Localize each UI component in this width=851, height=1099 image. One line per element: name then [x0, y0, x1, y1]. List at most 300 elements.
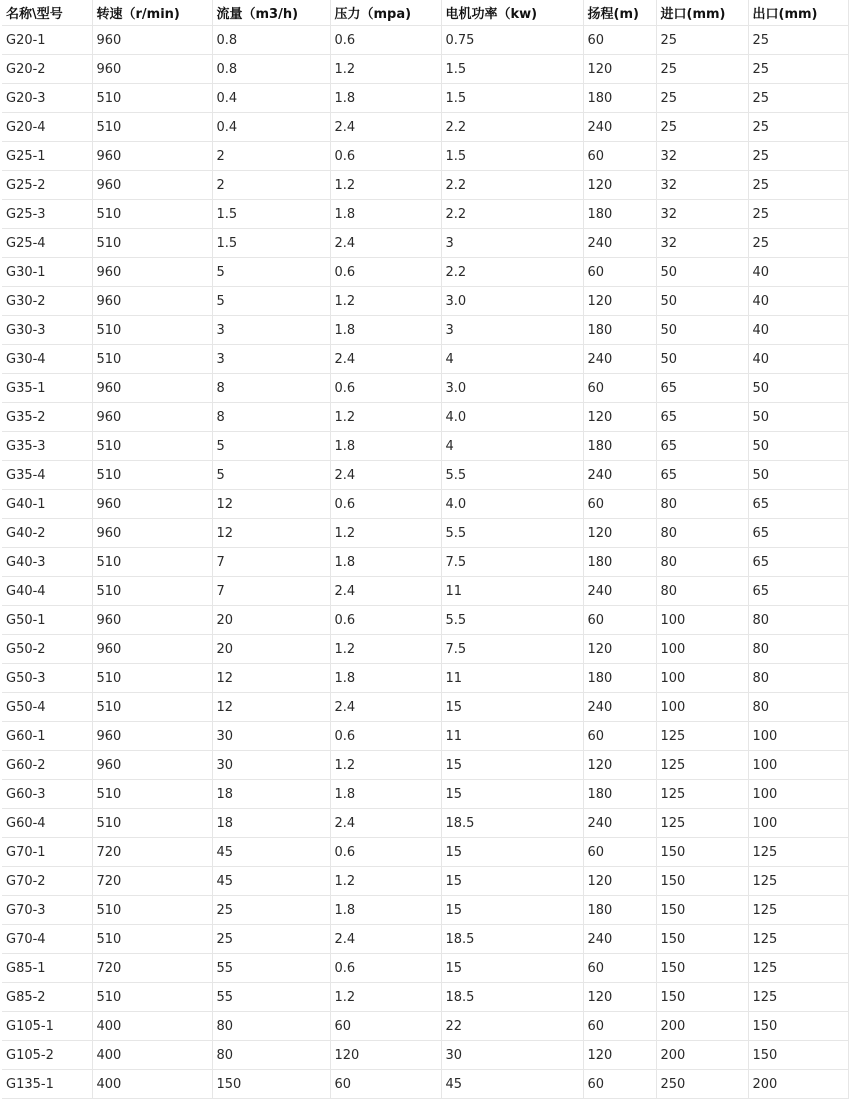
cell-model: G70-4	[2, 925, 92, 954]
cell-flow: 45	[212, 838, 330, 867]
cell-model: G60-3	[2, 780, 92, 809]
table-row	[2, 1012, 848, 1041]
cell-outlet: 125	[748, 925, 848, 954]
cell-motor-power: 3.0	[441, 287, 583, 316]
cell-flow: 150	[212, 1070, 330, 1099]
table-row	[2, 635, 848, 664]
cell-speed: 960	[92, 287, 212, 316]
cell-speed: 960	[92, 374, 212, 403]
cell-inlet: 80	[656, 519, 748, 548]
cell-speed: 510	[92, 345, 212, 374]
cell-motor-power: 18.5	[441, 809, 583, 838]
cell-inlet: 100	[656, 606, 748, 635]
cell-speed: 960	[92, 142, 212, 171]
cell-outlet: 25	[748, 229, 848, 258]
cell-head: 60	[583, 606, 656, 635]
cell-model: G20-2	[2, 55, 92, 84]
table-row	[2, 55, 848, 84]
cell-flow: 12	[212, 664, 330, 693]
cell-head: 60	[583, 142, 656, 171]
cell-model: G20-3	[2, 84, 92, 113]
cell-model: G85-1	[2, 954, 92, 983]
cell-inlet: 32	[656, 229, 748, 258]
cell-outlet: 25	[748, 200, 848, 229]
cell-speed: 960	[92, 635, 212, 664]
cell-inlet: 80	[656, 490, 748, 519]
cell-outlet: 125	[748, 983, 848, 1012]
cell-flow: 8	[212, 374, 330, 403]
cell-pressure: 1.2	[330, 171, 441, 200]
cell-head: 60	[583, 838, 656, 867]
header-flow: 流量（m3/h)	[212, 0, 330, 26]
cell-outlet: 25	[748, 55, 848, 84]
cell-pressure: 2.4	[330, 577, 441, 606]
cell-model: G35-3	[2, 432, 92, 461]
cell-motor-power: 5.5	[441, 606, 583, 635]
cell-motor-power: 18.5	[441, 983, 583, 1012]
cell-pressure: 1.8	[330, 84, 441, 113]
table-row	[2, 1070, 848, 1099]
cell-outlet: 100	[748, 722, 848, 751]
cell-flow: 7	[212, 548, 330, 577]
table-row	[2, 229, 848, 258]
cell-flow: 18	[212, 809, 330, 838]
cell-motor-power: 0.75	[441, 26, 583, 55]
cell-pressure: 120	[330, 1041, 441, 1070]
cell-pressure: 2.4	[330, 809, 441, 838]
cell-inlet: 125	[656, 751, 748, 780]
cell-pressure: 0.6	[330, 838, 441, 867]
cell-pressure: 2.4	[330, 925, 441, 954]
cell-model: G70-1	[2, 838, 92, 867]
cell-head: 120	[583, 403, 656, 432]
cell-speed: 960	[92, 490, 212, 519]
cell-outlet: 150	[748, 1041, 848, 1070]
cell-head: 180	[583, 200, 656, 229]
table-row	[2, 287, 848, 316]
cell-model: G20-1	[2, 26, 92, 55]
cell-pressure: 0.6	[330, 26, 441, 55]
cell-speed: 960	[92, 171, 212, 200]
header-inlet: 进口(mm)	[656, 0, 748, 26]
table-row	[2, 664, 848, 693]
table-row	[2, 722, 848, 751]
cell-speed: 720	[92, 954, 212, 983]
cell-outlet: 50	[748, 461, 848, 490]
cell-motor-power: 4.0	[441, 490, 583, 519]
cell-outlet: 125	[748, 954, 848, 983]
cell-head: 240	[583, 229, 656, 258]
cell-model: G60-1	[2, 722, 92, 751]
cell-model: G30-2	[2, 287, 92, 316]
cell-motor-power: 1.5	[441, 84, 583, 113]
cell-model: G35-1	[2, 374, 92, 403]
table-row	[2, 26, 848, 55]
cell-speed: 400	[92, 1041, 212, 1070]
cell-motor-power: 7.5	[441, 635, 583, 664]
cell-outlet: 40	[748, 316, 848, 345]
header-speed: 转速（r/min)	[92, 0, 212, 26]
cell-motor-power: 15	[441, 693, 583, 722]
cell-head: 60	[583, 1012, 656, 1041]
cell-speed: 510	[92, 780, 212, 809]
cell-outlet: 100	[748, 780, 848, 809]
cell-head: 180	[583, 432, 656, 461]
cell-outlet: 65	[748, 519, 848, 548]
cell-model: G70-2	[2, 867, 92, 896]
cell-head: 120	[583, 519, 656, 548]
cell-inlet: 150	[656, 838, 748, 867]
cell-pressure: 0.6	[330, 142, 441, 171]
cell-inlet: 125	[656, 809, 748, 838]
cell-inlet: 50	[656, 258, 748, 287]
cell-flow: 80	[212, 1041, 330, 1070]
cell-pressure: 60	[330, 1070, 441, 1099]
cell-speed: 510	[92, 809, 212, 838]
table-row	[2, 954, 848, 983]
cell-speed: 960	[92, 751, 212, 780]
cell-flow: 20	[212, 635, 330, 664]
cell-pressure: 0.6	[330, 606, 441, 635]
header-outlet: 出口(mm)	[748, 0, 848, 26]
cell-head: 240	[583, 925, 656, 954]
pump-spec-table	[2, 0, 849, 1099]
cell-flow: 7	[212, 577, 330, 606]
cell-model: G30-3	[2, 316, 92, 345]
cell-motor-power: 4	[441, 432, 583, 461]
table-row	[2, 519, 848, 548]
cell-model: G40-3	[2, 548, 92, 577]
cell-speed: 720	[92, 867, 212, 896]
cell-model: G60-4	[2, 809, 92, 838]
cell-flow: 18	[212, 780, 330, 809]
cell-motor-power: 5.5	[441, 461, 583, 490]
cell-model: G105-1	[2, 1012, 92, 1041]
table-row	[2, 548, 848, 577]
cell-pressure: 2.4	[330, 461, 441, 490]
header-pressure: 压力（mpa)	[330, 0, 441, 26]
cell-motor-power: 30	[441, 1041, 583, 1070]
cell-head: 120	[583, 171, 656, 200]
cell-pressure: 1.8	[330, 316, 441, 345]
cell-flow: 5	[212, 258, 330, 287]
cell-pressure: 2.4	[330, 113, 441, 142]
cell-speed: 510	[92, 925, 212, 954]
cell-inlet: 150	[656, 867, 748, 896]
cell-speed: 960	[92, 258, 212, 287]
table-body	[2, 26, 848, 1099]
table-row	[2, 809, 848, 838]
cell-motor-power: 3	[441, 316, 583, 345]
cell-head: 120	[583, 1041, 656, 1070]
cell-model: G105-2	[2, 1041, 92, 1070]
cell-outlet: 65	[748, 490, 848, 519]
cell-pressure: 1.2	[330, 635, 441, 664]
cell-pressure: 1.2	[330, 983, 441, 1012]
cell-flow: 1.5	[212, 200, 330, 229]
cell-speed: 510	[92, 548, 212, 577]
cell-outlet: 40	[748, 287, 848, 316]
cell-outlet: 200	[748, 1070, 848, 1099]
cell-head: 240	[583, 809, 656, 838]
cell-pressure: 1.8	[330, 432, 441, 461]
table-row	[2, 374, 848, 403]
cell-speed: 720	[92, 838, 212, 867]
cell-pressure: 1.2	[330, 751, 441, 780]
cell-motor-power: 15	[441, 780, 583, 809]
table-row	[2, 490, 848, 519]
cell-inlet: 100	[656, 664, 748, 693]
table-row	[2, 867, 848, 896]
cell-model: G50-3	[2, 664, 92, 693]
cell-inlet: 65	[656, 403, 748, 432]
cell-pressure: 1.8	[330, 780, 441, 809]
cell-model: G85-2	[2, 983, 92, 1012]
table-header	[2, 0, 848, 26]
cell-outlet: 50	[748, 374, 848, 403]
cell-flow: 0.4	[212, 113, 330, 142]
cell-head: 60	[583, 26, 656, 55]
table-row	[2, 896, 848, 925]
cell-flow: 1.5	[212, 229, 330, 258]
cell-head: 120	[583, 751, 656, 780]
cell-inlet: 32	[656, 171, 748, 200]
cell-flow: 5	[212, 432, 330, 461]
cell-motor-power: 7.5	[441, 548, 583, 577]
cell-motor-power: 2.2	[441, 200, 583, 229]
cell-head: 180	[583, 316, 656, 345]
cell-pressure: 1.2	[330, 403, 441, 432]
table-row	[2, 316, 848, 345]
cell-outlet: 25	[748, 84, 848, 113]
cell-pressure: 1.2	[330, 519, 441, 548]
cell-inlet: 50	[656, 316, 748, 345]
cell-head: 60	[583, 374, 656, 403]
cell-model: G50-2	[2, 635, 92, 664]
cell-motor-power: 22	[441, 1012, 583, 1041]
table-row	[2, 84, 848, 113]
cell-outlet: 100	[748, 751, 848, 780]
cell-head: 60	[583, 490, 656, 519]
cell-inlet: 200	[656, 1012, 748, 1041]
cell-pressure: 1.8	[330, 896, 441, 925]
cell-inlet: 150	[656, 925, 748, 954]
cell-pressure: 0.6	[330, 954, 441, 983]
cell-speed: 510	[92, 200, 212, 229]
cell-head: 180	[583, 664, 656, 693]
cell-pressure: 2.4	[330, 345, 441, 374]
cell-head: 240	[583, 461, 656, 490]
cell-flow: 45	[212, 867, 330, 896]
cell-speed: 960	[92, 519, 212, 548]
cell-flow: 0.8	[212, 26, 330, 55]
cell-motor-power: 1.5	[441, 142, 583, 171]
cell-motor-power: 11	[441, 664, 583, 693]
cell-inlet: 150	[656, 896, 748, 925]
cell-flow: 0.8	[212, 55, 330, 84]
table-row	[2, 403, 848, 432]
cell-flow: 55	[212, 983, 330, 1012]
cell-speed: 510	[92, 316, 212, 345]
cell-model: G25-2	[2, 171, 92, 200]
cell-inlet: 150	[656, 954, 748, 983]
cell-head: 240	[583, 113, 656, 142]
cell-inlet: 65	[656, 432, 748, 461]
cell-inlet: 50	[656, 345, 748, 374]
table-row	[2, 838, 848, 867]
cell-outlet: 50	[748, 432, 848, 461]
cell-speed: 510	[92, 577, 212, 606]
cell-inlet: 150	[656, 983, 748, 1012]
cell-outlet: 40	[748, 345, 848, 374]
cell-speed: 960	[92, 403, 212, 432]
cell-speed: 510	[92, 113, 212, 142]
cell-flow: 12	[212, 490, 330, 519]
header-row	[2, 0, 848, 26]
cell-inlet: 50	[656, 287, 748, 316]
cell-speed: 510	[92, 896, 212, 925]
cell-inlet: 80	[656, 548, 748, 577]
cell-inlet: 65	[656, 374, 748, 403]
cell-motor-power: 2.2	[441, 171, 583, 200]
cell-pressure: 2.4	[330, 693, 441, 722]
cell-model: G30-4	[2, 345, 92, 374]
cell-outlet: 40	[748, 258, 848, 287]
cell-model: G20-4	[2, 113, 92, 142]
table-row	[2, 171, 848, 200]
cell-speed: 960	[92, 722, 212, 751]
cell-inlet: 25	[656, 26, 748, 55]
cell-flow: 80	[212, 1012, 330, 1041]
table-row	[2, 432, 848, 461]
cell-inlet: 250	[656, 1070, 748, 1099]
cell-model: G35-4	[2, 461, 92, 490]
cell-pressure: 0.6	[330, 258, 441, 287]
cell-motor-power: 1.5	[441, 55, 583, 84]
table-row	[2, 693, 848, 722]
cell-pressure: 2.4	[330, 229, 441, 258]
cell-head: 120	[583, 287, 656, 316]
cell-head: 240	[583, 577, 656, 606]
cell-speed: 510	[92, 432, 212, 461]
cell-motor-power: 15	[441, 751, 583, 780]
cell-motor-power: 2.2	[441, 113, 583, 142]
cell-speed: 510	[92, 664, 212, 693]
cell-outlet: 125	[748, 838, 848, 867]
cell-outlet: 25	[748, 171, 848, 200]
cell-head: 180	[583, 548, 656, 577]
cell-speed: 960	[92, 26, 212, 55]
cell-speed: 400	[92, 1012, 212, 1041]
cell-speed: 510	[92, 229, 212, 258]
cell-outlet: 25	[748, 113, 848, 142]
cell-pressure: 1.8	[330, 664, 441, 693]
table-row	[2, 606, 848, 635]
cell-head: 180	[583, 84, 656, 113]
table-row	[2, 751, 848, 780]
table-row	[2, 142, 848, 171]
cell-inlet: 125	[656, 780, 748, 809]
cell-flow: 55	[212, 954, 330, 983]
cell-flow: 20	[212, 606, 330, 635]
cell-speed: 960	[92, 606, 212, 635]
cell-model: G25-4	[2, 229, 92, 258]
cell-inlet: 100	[656, 635, 748, 664]
cell-pressure: 0.6	[330, 490, 441, 519]
cell-head: 60	[583, 954, 656, 983]
cell-model: G50-4	[2, 693, 92, 722]
cell-head: 180	[583, 780, 656, 809]
cell-model: G60-2	[2, 751, 92, 780]
cell-model: G25-1	[2, 142, 92, 171]
table-row	[2, 461, 848, 490]
cell-speed: 510	[92, 693, 212, 722]
cell-head: 120	[583, 867, 656, 896]
cell-motor-power: 3.0	[441, 374, 583, 403]
cell-motor-power: 5.5	[441, 519, 583, 548]
cell-outlet: 80	[748, 664, 848, 693]
cell-motor-power: 15	[441, 896, 583, 925]
cell-outlet: 125	[748, 896, 848, 925]
cell-model: G70-3	[2, 896, 92, 925]
cell-speed: 510	[92, 461, 212, 490]
table-row	[2, 113, 848, 142]
cell-flow: 2	[212, 142, 330, 171]
cell-inlet: 32	[656, 200, 748, 229]
cell-flow: 12	[212, 519, 330, 548]
cell-motor-power: 3	[441, 229, 583, 258]
cell-flow: 3	[212, 345, 330, 374]
table-row	[2, 925, 848, 954]
cell-inlet: 80	[656, 577, 748, 606]
header-head: 扬程(m)	[583, 0, 656, 26]
cell-inlet: 125	[656, 722, 748, 751]
cell-model: G35-2	[2, 403, 92, 432]
cell-outlet: 50	[748, 403, 848, 432]
cell-flow: 25	[212, 896, 330, 925]
table-row	[2, 983, 848, 1012]
cell-speed: 960	[92, 55, 212, 84]
cell-model: G50-1	[2, 606, 92, 635]
cell-flow: 12	[212, 693, 330, 722]
header-model: 名称\型号	[2, 0, 92, 26]
cell-pressure: 0.6	[330, 374, 441, 403]
cell-model: G40-4	[2, 577, 92, 606]
cell-flow: 3	[212, 316, 330, 345]
cell-head: 180	[583, 896, 656, 925]
cell-flow: 5	[212, 287, 330, 316]
cell-motor-power: 15	[441, 867, 583, 896]
table-row	[2, 345, 848, 374]
cell-motor-power: 4	[441, 345, 583, 374]
cell-model: G40-2	[2, 519, 92, 548]
cell-flow: 8	[212, 403, 330, 432]
cell-flow: 30	[212, 722, 330, 751]
table-row	[2, 577, 848, 606]
cell-head: 120	[583, 55, 656, 84]
cell-inlet: 25	[656, 55, 748, 84]
cell-pressure: 1.8	[330, 548, 441, 577]
cell-outlet: 65	[748, 577, 848, 606]
cell-outlet: 25	[748, 26, 848, 55]
cell-head: 60	[583, 258, 656, 287]
cell-head: 240	[583, 693, 656, 722]
cell-head: 120	[583, 983, 656, 1012]
cell-inlet: 65	[656, 461, 748, 490]
cell-outlet: 150	[748, 1012, 848, 1041]
cell-motor-power: 11	[441, 577, 583, 606]
cell-flow: 5	[212, 461, 330, 490]
